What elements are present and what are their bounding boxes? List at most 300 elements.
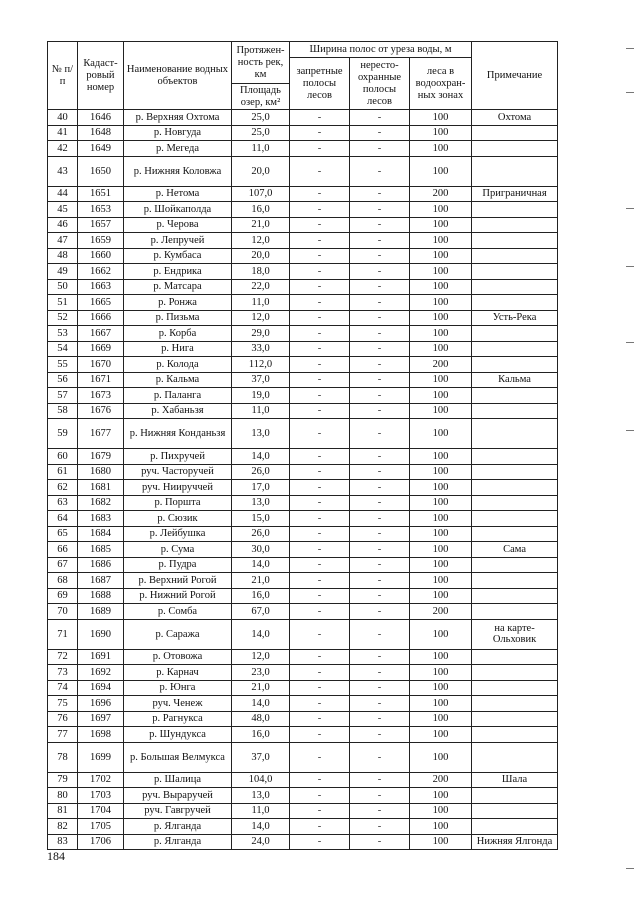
row-number: 61: [48, 464, 78, 480]
table-row: [48, 125, 558, 141]
water-body-name: р. Матсара: [124, 279, 232, 295]
forbidden-value: -: [290, 341, 350, 357]
row-number: 48: [48, 248, 78, 264]
scan-edge-mark: [626, 430, 634, 431]
water-protect-value: 100: [410, 341, 472, 357]
note-value: [472, 279, 558, 295]
length-value: 26,0: [232, 464, 290, 480]
spawning-value: -: [350, 788, 410, 804]
note-value: [472, 264, 558, 280]
spawning-value: -: [350, 141, 410, 157]
water-protect-value: 100: [410, 248, 472, 264]
spawning-value: -: [350, 772, 410, 788]
length-value: 21,0: [232, 680, 290, 696]
water-body-name: р. Поршта: [124, 495, 232, 511]
note-value: [472, 680, 558, 696]
forbidden-value: -: [290, 788, 350, 804]
table-row: [48, 186, 558, 202]
water-protect-value: 100: [410, 588, 472, 604]
row-number: 77: [48, 727, 78, 743]
forbidden-value: -: [290, 279, 350, 295]
forbidden-value: -: [290, 557, 350, 573]
forbidden-value: -: [290, 125, 350, 141]
forbidden-value: -: [290, 326, 350, 342]
table-row: [48, 542, 558, 558]
row-number: 79: [48, 772, 78, 788]
water-body-name: р. Юнга: [124, 680, 232, 696]
water-body-name: р. Новгуда: [124, 125, 232, 141]
water-protect-value: 100: [410, 464, 472, 480]
note-value: [472, 233, 558, 249]
cadastral-number: 1649: [78, 141, 124, 157]
water-body-name: руч. Часторучей: [124, 464, 232, 480]
spawning-value: -: [350, 819, 410, 835]
note-value: [472, 388, 558, 404]
note-value: [472, 788, 558, 804]
water-body-name: р. Нижний Рогой: [124, 588, 232, 604]
note-value: [472, 604, 558, 620]
forbidden-value: -: [290, 727, 350, 743]
length-value: 21,0: [232, 573, 290, 589]
water-protect-value: 100: [410, 372, 472, 388]
water-protect-value: 100: [410, 310, 472, 326]
length-value: 12,0: [232, 233, 290, 249]
spawning-value: -: [350, 186, 410, 202]
water-body-name: р. Черова: [124, 217, 232, 233]
table-row: [48, 619, 558, 649]
row-number: 81: [48, 803, 78, 819]
water-body-name: р. Верхний Рогой: [124, 573, 232, 589]
scan-edge-mark: [626, 342, 634, 343]
cadastral-number: 1704: [78, 803, 124, 819]
forbidden-value: -: [290, 495, 350, 511]
spawning-value: -: [350, 326, 410, 342]
header-name: Наименование водных объектов: [124, 42, 232, 110]
length-value: 14,0: [232, 819, 290, 835]
cadastral-number: 1650: [78, 156, 124, 186]
cadastral-number: 1671: [78, 372, 124, 388]
water-body-name: р. Ялганда: [124, 819, 232, 835]
spawning-value: -: [350, 557, 410, 573]
row-number: 49: [48, 264, 78, 280]
water-protect-value: 100: [410, 803, 472, 819]
cadastral-number: 1663: [78, 279, 124, 295]
spawning-value: -: [350, 680, 410, 696]
note-value: Нижняя Ялгонда: [472, 834, 558, 850]
row-number: 43: [48, 156, 78, 186]
note-value: [472, 341, 558, 357]
length-value: 21,0: [232, 217, 290, 233]
length-value: 26,0: [232, 526, 290, 542]
row-number: 53: [48, 326, 78, 342]
cadastral-number: 1665: [78, 295, 124, 311]
water-protect-value: 100: [410, 649, 472, 665]
row-number: 56: [48, 372, 78, 388]
cadastral-number: 1683: [78, 511, 124, 527]
row-number: 45: [48, 202, 78, 218]
row-number: 62: [48, 480, 78, 496]
forbidden-value: -: [290, 573, 350, 589]
water-protect-value: 100: [410, 495, 472, 511]
note-value: [472, 557, 558, 573]
forbidden-value: -: [290, 295, 350, 311]
length-value: 112,0: [232, 357, 290, 373]
forbidden-value: -: [290, 217, 350, 233]
cadastral-number: 1698: [78, 727, 124, 743]
length-value: 104,0: [232, 772, 290, 788]
row-number: 72: [48, 649, 78, 665]
water-body-name: р. Большая Велмукса: [124, 742, 232, 772]
forbidden-value: -: [290, 619, 350, 649]
forbidden-value: -: [290, 449, 350, 465]
row-number: 60: [48, 449, 78, 465]
row-number: 50: [48, 279, 78, 295]
spawning-value: -: [350, 341, 410, 357]
spawning-value: -: [350, 495, 410, 511]
row-number: 82: [48, 819, 78, 835]
note-value: Кальма: [472, 372, 558, 388]
water-body-name: р. Лепручей: [124, 233, 232, 249]
header-water-protect: леса в водоохран-ных зонах: [410, 58, 472, 110]
spawning-value: -: [350, 834, 410, 850]
table-row: [48, 495, 558, 511]
cadastral-number: 1676: [78, 403, 124, 419]
table-row: [48, 310, 558, 326]
cadastral-number: 1667: [78, 326, 124, 342]
water-body-name: р. Саража: [124, 619, 232, 649]
cadastral-number: 1648: [78, 125, 124, 141]
note-value: [472, 217, 558, 233]
note-value: [472, 649, 558, 665]
note-value: на карте-Ольховик: [472, 619, 558, 649]
header-spawning: нересто-охранные полосы лесов: [350, 58, 410, 110]
table-row: [48, 110, 558, 126]
forbidden-value: -: [290, 186, 350, 202]
length-value: 12,0: [232, 310, 290, 326]
table-row: [48, 803, 558, 819]
row-number: 75: [48, 696, 78, 712]
water-protect-value: 100: [410, 819, 472, 835]
cadastral-number: 1699: [78, 742, 124, 772]
table-row: [48, 295, 558, 311]
spawning-value: -: [350, 803, 410, 819]
water-body-name: р. Паланга: [124, 388, 232, 404]
forbidden-value: -: [290, 526, 350, 542]
note-value: Приграничная: [472, 186, 558, 202]
note-value: [472, 464, 558, 480]
water-body-name: р. Нига: [124, 341, 232, 357]
cadastral-number: 1681: [78, 480, 124, 496]
row-number: 52: [48, 310, 78, 326]
cadastral-number: 1660: [78, 248, 124, 264]
spawning-value: -: [350, 573, 410, 589]
table-row: [48, 727, 558, 743]
water-protect-value: 100: [410, 419, 472, 449]
table-row: [48, 742, 558, 772]
note-value: [472, 665, 558, 681]
table-row: [48, 326, 558, 342]
water-body-name: руч. Выраручей: [124, 788, 232, 804]
water-protect-value: 100: [410, 619, 472, 649]
spawning-value: -: [350, 742, 410, 772]
water-protect-value: 200: [410, 357, 472, 373]
cadastral-number: 1682: [78, 495, 124, 511]
spawning-value: -: [350, 542, 410, 558]
water-body-name: руч. Ченеж: [124, 696, 232, 712]
spawning-value: -: [350, 419, 410, 449]
water-protect-value: 100: [410, 727, 472, 743]
table-row: [48, 279, 558, 295]
spawning-value: -: [350, 649, 410, 665]
scan-edge-mark: [626, 208, 634, 209]
table-row: [48, 511, 558, 527]
water-protect-value: 100: [410, 696, 472, 712]
row-number: 78: [48, 742, 78, 772]
length-value: 19,0: [232, 388, 290, 404]
water-protect-value: 100: [410, 141, 472, 157]
water-body-name: р. Шойкаполда: [124, 202, 232, 218]
length-value: 14,0: [232, 449, 290, 465]
spawning-value: -: [350, 357, 410, 373]
length-value: 16,0: [232, 202, 290, 218]
table-body: [48, 110, 558, 850]
water-body-name: р. Лейбушка: [124, 526, 232, 542]
water-protect-value: 100: [410, 388, 472, 404]
length-value: 18,0: [232, 264, 290, 280]
cadastral-number: 1659: [78, 233, 124, 249]
forbidden-value: -: [290, 542, 350, 558]
spawning-value: -: [350, 696, 410, 712]
forbidden-value: -: [290, 680, 350, 696]
forbidden-value: -: [290, 264, 350, 280]
table-row: [48, 604, 558, 620]
length-value: 14,0: [232, 557, 290, 573]
water-protect-value: 100: [410, 403, 472, 419]
water-body-name: р. Пудра: [124, 557, 232, 573]
length-value: 16,0: [232, 727, 290, 743]
row-number: 73: [48, 665, 78, 681]
spawning-value: -: [350, 449, 410, 465]
spawning-value: -: [350, 202, 410, 218]
length-value: 48,0: [232, 711, 290, 727]
cadastral-number: 1666: [78, 310, 124, 326]
note-value: [472, 125, 558, 141]
header-cadastral: Кадаст-ровый номер: [78, 42, 124, 110]
table-row: [48, 526, 558, 542]
water-protect-value: 200: [410, 604, 472, 620]
table-row: [48, 480, 558, 496]
table-row: [48, 588, 558, 604]
length-value: 14,0: [232, 696, 290, 712]
spawning-value: -: [350, 125, 410, 141]
scan-edge-mark: [626, 92, 634, 93]
water-body-name: р. Ронжа: [124, 295, 232, 311]
cadastral-number: 1662: [78, 264, 124, 280]
forbidden-value: -: [290, 388, 350, 404]
water-body-name: р. Нижняя Коловжа: [124, 156, 232, 186]
row-number: 69: [48, 588, 78, 604]
note-value: [472, 449, 558, 465]
scan-edge-mark: [626, 266, 634, 267]
note-value: [472, 141, 558, 157]
row-number: 55: [48, 357, 78, 373]
water-body-name: р. Ялганда: [124, 834, 232, 850]
water-body-name: р. Верхняя Охтома: [124, 110, 232, 126]
cadastral-number: 1697: [78, 711, 124, 727]
length-value: 37,0: [232, 742, 290, 772]
note-value: [472, 573, 558, 589]
note-value: Сама: [472, 542, 558, 558]
forbidden-value: -: [290, 696, 350, 712]
table-row: [48, 711, 558, 727]
water-body-name: руч. Гавгручей: [124, 803, 232, 819]
page-number: 184: [47, 849, 65, 863]
row-number: 58: [48, 403, 78, 419]
row-number: 83: [48, 834, 78, 850]
table-row: [48, 834, 558, 850]
forbidden-value: -: [290, 742, 350, 772]
length-value: 13,0: [232, 419, 290, 449]
header-length: Протяжен-ность рек, км: [232, 42, 290, 84]
cadastral-number: 1677: [78, 419, 124, 449]
spawning-value: -: [350, 588, 410, 604]
row-number: 40: [48, 110, 78, 126]
cadastral-number: 1653: [78, 202, 124, 218]
note-value: [472, 357, 558, 373]
cadastral-number: 1680: [78, 464, 124, 480]
note-value: [472, 202, 558, 218]
forbidden-value: -: [290, 711, 350, 727]
note-value: Шала: [472, 772, 558, 788]
forbidden-value: -: [290, 803, 350, 819]
cadastral-number: 1673: [78, 388, 124, 404]
spawning-value: -: [350, 295, 410, 311]
water-body-name: р. Нетома: [124, 186, 232, 202]
water-body-name: р. Корба: [124, 326, 232, 342]
length-value: 23,0: [232, 665, 290, 681]
cadastral-number: 1679: [78, 449, 124, 465]
cadastral-number: 1703: [78, 788, 124, 804]
note-value: [472, 588, 558, 604]
length-value: 25,0: [232, 125, 290, 141]
spawning-value: -: [350, 526, 410, 542]
water-bodies-table: [47, 41, 558, 850]
note-value: [472, 819, 558, 835]
forbidden-value: -: [290, 372, 350, 388]
length-value: 22,0: [232, 279, 290, 295]
length-value: 13,0: [232, 788, 290, 804]
forbidden-value: -: [290, 233, 350, 249]
cadastral-number: 1691: [78, 649, 124, 665]
table-row: [48, 217, 558, 233]
water-body-name: р. Пихручей: [124, 449, 232, 465]
spawning-value: -: [350, 233, 410, 249]
water-protect-value: 100: [410, 711, 472, 727]
forbidden-value: -: [290, 357, 350, 373]
length-value: 11,0: [232, 295, 290, 311]
table-row: [48, 248, 558, 264]
table-row: [48, 665, 558, 681]
water-protect-value: 100: [410, 742, 472, 772]
cadastral-number: 1646: [78, 110, 124, 126]
forbidden-value: -: [290, 834, 350, 850]
forbidden-value: -: [290, 665, 350, 681]
water-protect-value: 100: [410, 542, 472, 558]
water-protect-value: 200: [410, 186, 472, 202]
spawning-value: -: [350, 403, 410, 419]
forbidden-value: -: [290, 403, 350, 419]
water-protect-value: 100: [410, 557, 472, 573]
cadastral-number: 1684: [78, 526, 124, 542]
water-body-name: р. Пизьма: [124, 310, 232, 326]
length-value: 17,0: [232, 480, 290, 496]
water-protect-value: 100: [410, 264, 472, 280]
row-number: 71: [48, 619, 78, 649]
note-value: [472, 742, 558, 772]
note-value: Охтома: [472, 110, 558, 126]
length-value: 11,0: [232, 403, 290, 419]
water-protect-value: 100: [410, 449, 472, 465]
water-protect-value: 100: [410, 326, 472, 342]
note-value: [472, 480, 558, 496]
water-body-name: р. Кальма: [124, 372, 232, 388]
cadastral-number: 1669: [78, 341, 124, 357]
row-number: 59: [48, 419, 78, 449]
length-value: 107,0: [232, 186, 290, 202]
note-value: [472, 403, 558, 419]
spawning-value: -: [350, 372, 410, 388]
cadastral-number: 1694: [78, 680, 124, 696]
water-protect-value: 100: [410, 125, 472, 141]
table-row: [48, 772, 558, 788]
water-protect-value: 100: [410, 665, 472, 681]
cadastral-number: 1688: [78, 588, 124, 604]
water-body-name: р. Сомба: [124, 604, 232, 620]
water-body-name: р. Сюзик: [124, 511, 232, 527]
row-number: 41: [48, 125, 78, 141]
forbidden-value: -: [290, 464, 350, 480]
length-value: 33,0: [232, 341, 290, 357]
header-num: № п/п: [48, 42, 78, 110]
table-row: [48, 388, 558, 404]
spawning-value: -: [350, 248, 410, 264]
length-value: 20,0: [232, 248, 290, 264]
spawning-value: -: [350, 619, 410, 649]
forbidden-value: -: [290, 156, 350, 186]
row-number: 67: [48, 557, 78, 573]
note-value: [472, 711, 558, 727]
spawning-value: -: [350, 264, 410, 280]
scan-edge-mark: [626, 868, 634, 869]
water-body-name: р. Мегеда: [124, 141, 232, 157]
cadastral-number: 1685: [78, 542, 124, 558]
row-number: 57: [48, 388, 78, 404]
forbidden-value: -: [290, 819, 350, 835]
length-value: 29,0: [232, 326, 290, 342]
cadastral-number: 1657: [78, 217, 124, 233]
length-value: 24,0: [232, 834, 290, 850]
cadastral-number: 1690: [78, 619, 124, 649]
table-row: [48, 202, 558, 218]
table-row: [48, 141, 558, 157]
table-row: [48, 156, 558, 186]
forbidden-value: -: [290, 248, 350, 264]
cadastral-number: 1686: [78, 557, 124, 573]
note-value: [472, 526, 558, 542]
table-row: [48, 403, 558, 419]
note-value: Усть-Река: [472, 310, 558, 326]
water-protect-value: 100: [410, 480, 472, 496]
